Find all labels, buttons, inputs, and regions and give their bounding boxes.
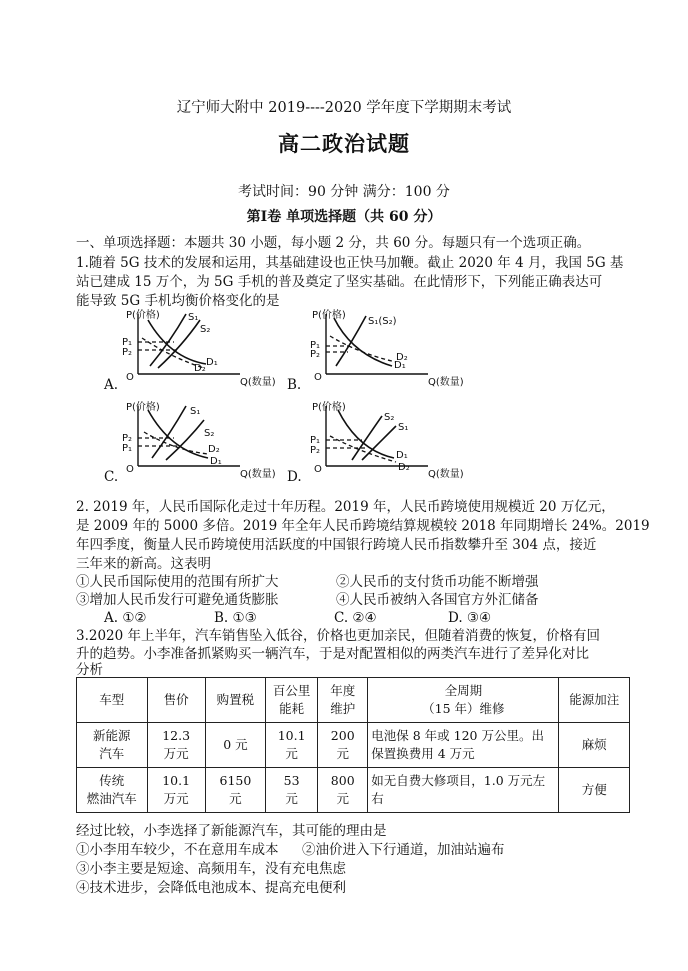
table-row — [77, 723, 630, 768]
comparison-table — [76, 677, 630, 813]
q2-statement-1: ①人民币国际使用的范围有所扩大 — [76, 574, 279, 590]
school-line: 辽宁师大附中 2019----2020 学年度下学期期末考试 — [176, 100, 512, 116]
table-cell: 200 元 — [318, 723, 368, 768]
q2-choice-a[interactable]: A. ①② — [104, 610, 147, 626]
q1-line3: 能导致 5G 手机均衡价格变化的是 — [76, 293, 280, 309]
table-cell: 800 元 — [318, 768, 368, 813]
curve-d2 — [330, 336, 396, 362]
table-cell: 6150 元 — [205, 768, 265, 813]
table-cell: 新能源 汽车 — [77, 723, 148, 768]
table-cell: 10.1 元 — [266, 723, 318, 768]
label-s1: S₁ — [190, 406, 201, 417]
q2-choice-d[interactable]: D. ③④ — [448, 610, 492, 626]
q3-statement-3: ③小李主要是短途、高频用车，没有充电焦虑 — [76, 861, 346, 877]
table-header-cell: 购置税 — [205, 678, 265, 723]
table-row — [77, 768, 630, 813]
table-cell: 方便 — [559, 768, 630, 813]
q2-statement-2: ②人民币的支付货币功能不断增强 — [336, 574, 539, 590]
label-s2: S₂ — [384, 412, 395, 423]
label-qty: Q(数量) — [428, 469, 464, 480]
table-cell: 0 元 — [205, 723, 265, 768]
curve-s1 — [362, 426, 396, 460]
q1-line1: 1.随着 5G 技术的发展和运用，其基础建设也正快马加鞭。截止 2020 年 4 月，我国 5G 基 — [76, 255, 624, 271]
q3-line1: 3.2020 年上半年，汽车销售坠入低谷，价格也更加亲民，但随着消费的恢复，价格有回 — [76, 628, 601, 644]
exam-title: 高二政治试题 — [278, 131, 410, 156]
q1-option-c[interactable]: C. — [104, 469, 119, 485]
label-qty: Q(数量) — [240, 469, 276, 480]
table-cell: 传统 燃油汽车 — [77, 768, 148, 813]
label-s1: S₁ — [398, 422, 409, 433]
table-header-row — [77, 678, 630, 723]
q2-line2: 是 2009 年的 5000 多倍。2019 年全年人民币跨境结算规模较 2018 年同期增长 24%。2019 — [76, 518, 650, 534]
label-p2: P₂ — [122, 347, 133, 358]
table-header-cell: 全周期 （15 年）维修 — [368, 678, 559, 723]
label-price: P(价格) — [126, 402, 160, 413]
table-cell: 12.3 万元 — [147, 723, 205, 768]
label-p2: P₂ — [310, 445, 321, 456]
q3-statement-2: ②油价进入下行通道，加油站遍布 — [302, 842, 505, 858]
label-origin: O — [314, 372, 322, 383]
label-d2: D₂ — [208, 444, 220, 455]
curve-s2 — [352, 416, 382, 460]
label-price: P(价格) — [312, 310, 346, 321]
instructions: 一、单项选择题：本题共 30 小题，每小题 2 分，共 60 分。每题只有一个选项正确。 — [76, 235, 591, 251]
label-p1: P₁ — [122, 443, 133, 454]
q3-statement-1: ①小李用车较少，不在意用车成本 — [76, 842, 279, 858]
label-d2: D₂ — [398, 462, 410, 473]
exam-meta: 考试时间：90 分钟 满分：100 分 — [238, 184, 450, 200]
table-cell: 如无自费大修项目，1.0 万元左 右 — [368, 768, 559, 813]
q1-option-a[interactable]: A. — [104, 377, 119, 393]
q2-choice-c[interactable]: C. ②④ — [334, 610, 377, 626]
table-cell: 53 元 — [266, 768, 318, 813]
table-header-cell: 售价 — [147, 678, 205, 723]
label-p1: P₁ — [122, 337, 133, 348]
label-s1s2: S₁(S₂) — [368, 316, 397, 327]
q1-option-b[interactable]: B. — [287, 377, 302, 393]
q3-line3: 分析 — [76, 662, 103, 678]
q2-line4: 三年来的新高。这表明 — [76, 556, 211, 572]
q2-statement-3: ③增加人民币发行可避免通货膨胀 — [76, 592, 279, 608]
graph-b — [300, 308, 475, 388]
label-s2: S₂ — [204, 428, 215, 439]
label-d1: D₁ — [396, 450, 408, 461]
label-p2: P₂ — [310, 349, 321, 360]
table-header-cell: 车型 — [77, 678, 148, 723]
label-d1: D₁ — [206, 357, 218, 368]
label-d1: D₁ — [210, 456, 222, 467]
label-p1: P₁ — [310, 435, 321, 446]
graph-a — [112, 308, 287, 388]
label-p2: P₂ — [122, 433, 133, 444]
label-d2: D₂ — [194, 363, 206, 374]
label-s2: S₂ — [200, 324, 211, 335]
q2-line3: 年四季度，衡量人民币跨境使用活跃度的中国银行跨境人民币指数攀升至 304 点，接近 — [76, 537, 597, 553]
q2-choice-b[interactable]: B. ①③ — [214, 610, 257, 626]
label-origin: O — [126, 464, 134, 475]
table-header-cell: 百公里 能耗 — [266, 678, 318, 723]
q3-statement-4: ④技术进步，会降低电池成本、提高充电便利 — [76, 880, 346, 896]
label-price: P(价格) — [312, 402, 346, 413]
label-d2: D₂ — [396, 352, 408, 363]
q3-line2: 升的趋势。小李准备抓紧购买一辆汽车，于是对配置相似的两类汽车进行了差异化对比 — [76, 646, 589, 662]
table-cell: 麻烦 — [559, 723, 630, 768]
graph-d — [300, 400, 475, 480]
label-origin: O — [314, 464, 322, 475]
q2-line1: 2. 2019 年，人民币国际化走过十年历程。2019 年，人民币跨境使用规模近 20 万亿元， — [76, 499, 615, 515]
label-qty: Q(数量) — [240, 377, 276, 388]
q1-line2: 站已建成 15 万个，为 5G 手机的普及奠定了坚实基础。在此情形下，下列能正确表达可 — [76, 274, 603, 290]
label-price: P(价格) — [126, 310, 160, 321]
section-title: 第Ⅰ卷 单项选择题（共 60 分） — [246, 209, 442, 225]
table-header-cell: 年度 维护 — [318, 678, 368, 723]
label-p1: P₁ — [310, 340, 321, 351]
q2-statement-4: ④人民币被纳入各国官方外汇储备 — [336, 592, 539, 608]
label-origin: O — [126, 372, 134, 383]
table-header-cell: 能源加注 — [559, 678, 630, 723]
label-d1: D₁ — [394, 360, 406, 371]
label-qty: Q(数量) — [428, 377, 464, 388]
label-s1: S₁ — [188, 312, 199, 323]
table-cell: 电池保 8 年或 120 万公里。出 保置换费用 4 万元 — [368, 723, 559, 768]
table-cell: 10.1 万元 — [147, 768, 205, 813]
q1-option-d[interactable]: D. — [287, 469, 302, 485]
graph-c — [112, 400, 287, 480]
q3-after: 经过比较，小李选择了新能源汽车，其可能的理由是 — [76, 823, 387, 839]
curve-s1 — [152, 406, 186, 458]
